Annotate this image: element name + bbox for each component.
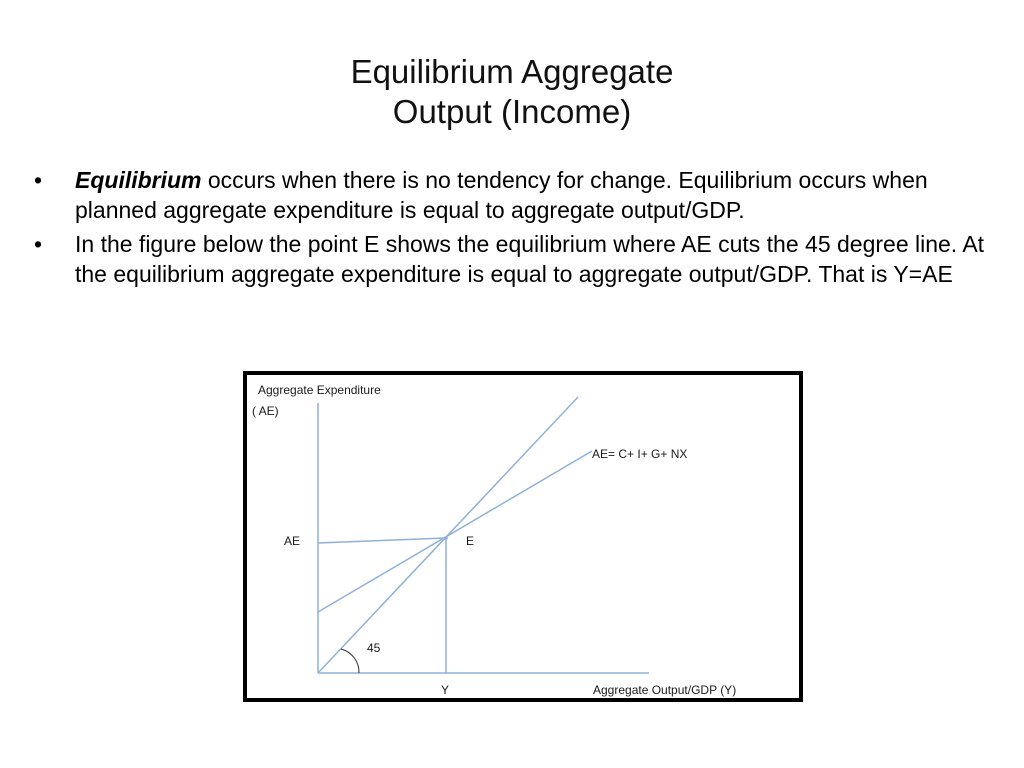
forty-five-degree-arc bbox=[341, 649, 359, 673]
slide-title bbox=[0, 52, 1024, 132]
bullet-item-equilibrium-definition bbox=[32, 165, 1012, 225]
y-axis-label-line-2: ( AE) bbox=[252, 404, 279, 418]
angle-label: 45 bbox=[367, 641, 381, 655]
bullet-marker: • bbox=[34, 167, 43, 193]
equilibrium-point bbox=[444, 536, 448, 540]
bullet-item-figure-explanation bbox=[32, 229, 1012, 289]
bullet-marker: • bbox=[34, 231, 43, 257]
y-axis-label-line-1: Aggregate Expenditure bbox=[258, 383, 381, 397]
equilibrium-label: E bbox=[466, 534, 475, 548]
slide-title-line-2: Output (Income) bbox=[392, 93, 632, 130]
x-axis-label: Aggregate Output/GDP (Y) bbox=[593, 683, 737, 697]
slide-title-line-1: Equilibrium Aggregate bbox=[350, 53, 674, 90]
output-label: Y bbox=[441, 683, 450, 697]
ae-level-label: AE bbox=[284, 534, 301, 548]
bullet-text: In the figure below the point E shows the equilibrium where AE cuts the 45 degree line. At the equilibrium aggregate expenditure is equal to aggregate output/GDP. That is Y=AE bbox=[75, 231, 985, 287]
bullet-term: Equilibrium bbox=[75, 167, 202, 193]
equilibrium-figure bbox=[243, 371, 803, 702]
bullet-text: occurs when there is no tendency for change. Equilibrium occurs when planned aggregate expenditure is equal to aggregate output/GDP. bbox=[75, 167, 928, 223]
equilibrium-diagram bbox=[247, 375, 799, 698]
ae-curve bbox=[318, 451, 592, 612]
bullet-list bbox=[32, 165, 1012, 293]
equilibrium-horizontal-line bbox=[318, 538, 446, 543]
ae-curve-label: AE= C+ I+ G+ NX bbox=[592, 447, 688, 461]
